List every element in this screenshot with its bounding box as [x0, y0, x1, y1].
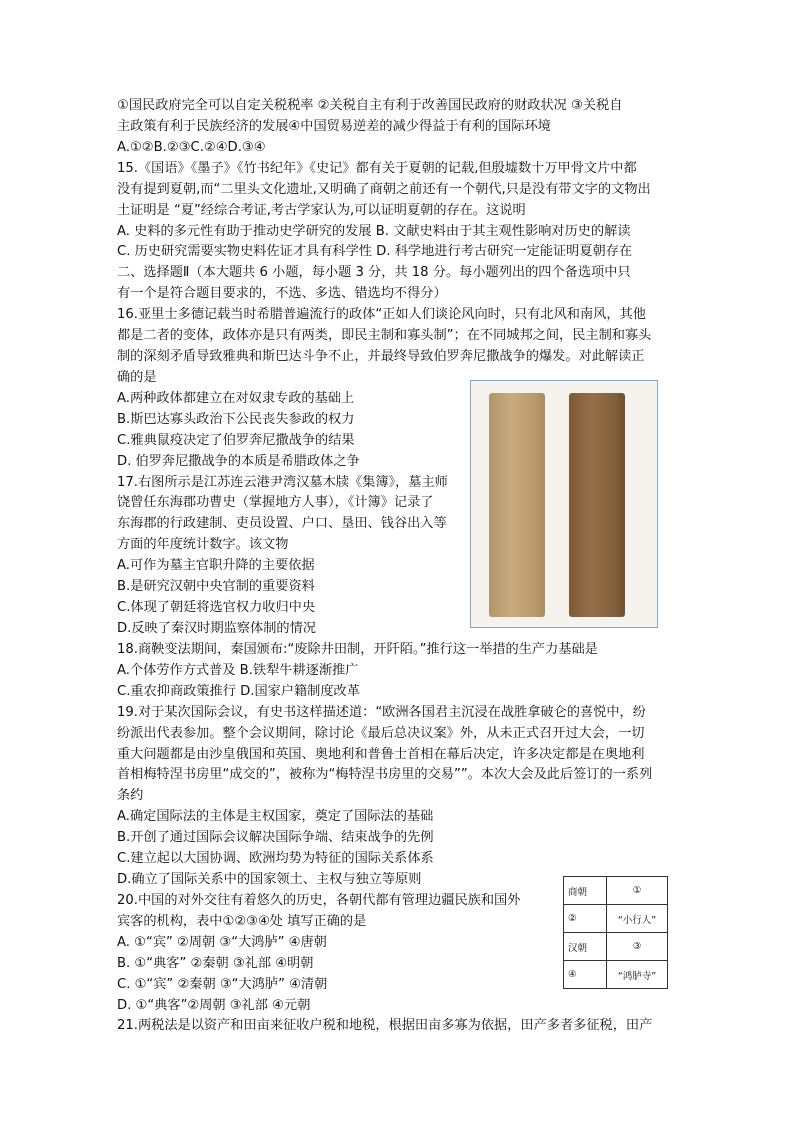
text-line: 饶曾任东海郡功曹史（掌握地方人事），《计簿》记录了: [117, 495, 434, 511]
text-line: B. ①“典客” ②秦朝 ③礼部 ④明朝: [117, 955, 314, 971]
wooden-slip-left: [489, 393, 545, 617]
text-line: A.可作为墓主官职升降的主要依据: [117, 558, 315, 574]
text-line: 首相梅特涅书房里“成交的”，被称为“梅特涅书房里的交易””。本次大会及此后签订的一系列: [117, 767, 653, 783]
text-line: 东海郡的行政建制、吏员设置、户口、垦田、钱谷出入等: [117, 516, 447, 532]
text-line: 方面的年度统计数字。该文物: [117, 537, 289, 553]
institution-table: [563, 876, 668, 989]
text-line: 都是二者的变体，政体亦是只有两类，即民主制和寡头制”；在不同城邦之间，民主制和寡头: [117, 328, 652, 344]
text-line: 二、选择题Ⅱ（本大题共 6 小题，每小题 3 分，共 18 分。每小题列出的四个备选项中只: [117, 265, 631, 281]
text-line: A. 史料的多元性有助于推动史学研究的发展 B. 文献史料由于其主观性影响对历史的解读: [117, 223, 631, 239]
text-line: D.反映了秦汉时期监察体制的情况: [117, 621, 316, 636]
text-line: 条约: [117, 788, 144, 804]
text-line: 16.亚里士多德记载当时希腊普遍流行的政体“正如人们谈论风向时，只有北风和南风，其他: [117, 307, 646, 323]
text-line: B.开创了通过国际会议解决国际争端、结束战争的先例: [117, 830, 434, 846]
text-line: C.雅典鼠疫决定了伯罗奔尼撒战争的结果: [117, 432, 355, 448]
text-line: A.确定国际法的主体是主权国家，奠定了国际法的基础: [117, 809, 434, 825]
table-cell: 商朝: [564, 877, 607, 905]
table-cell: 汉朝: [564, 933, 607, 961]
text-line: 19.对于某次国际会议，有史书这样描述道：“欧洲各国君主沉浸在战胜拿破仑的喜悦中，纷: [117, 704, 646, 720]
text-line: 没有提到夏朝,而“二里头文化遗址,又明确了商朝之前还有一个朝代,只是没有带文字的文物出: [117, 181, 651, 197]
text-line: A.两种政体都建立在对奴隶专政的基础上: [117, 390, 355, 406]
wooden-slip-right: [569, 393, 625, 617]
table-cell: ②: [564, 905, 607, 933]
text-line: A.①②B.②③C.②④D.③④: [117, 139, 266, 155]
text-line: 重大问题都是由沙皇俄国和英国、奥地利和普鲁士首相在幕后决定，许多决定都是在奥地利: [117, 746, 645, 762]
text-line: D.确立了国际关系中的国家领土、主权与独立等原则: [117, 872, 422, 888]
text-line: 确的是: [117, 369, 157, 385]
text-line: ①国民政府完全可以自定关税税率 ②关税自主有利于改善国民政府的财政状况 ③关税自: [117, 98, 623, 113]
text-line: C.体现了朝廷将选官权力收归中央: [117, 600, 316, 616]
text-line: B.斯巴达寡头政治下公民丧失参政的权力: [117, 411, 355, 427]
table-cell: “鸿胪寺”: [607, 961, 668, 989]
table-row: [564, 877, 668, 905]
text-line: 制的深刻矛盾导致雅典和斯巴达斗争不止，并最终导致伯罗奔尼撒战争的爆发。对此解读正: [117, 349, 645, 365]
text-line: 宾客的机构，表中①②③④处 填写正确的是: [117, 913, 367, 929]
text-line: 主政策有利于民族经济的发展④中国贸易逆差的减少得益于有利的国际环境: [117, 118, 551, 134]
text-line: D. ①“典客”②周朝 ③礼部 ④元朝: [117, 997, 311, 1013]
text-line: 15.《国语》《墨子》《竹书纪年》《史记》都有关于夏朝的记载,但殷墟数十万甲骨文片中都: [117, 160, 637, 176]
text-line: C.建立起以大国协调、欧洲均势为特征的国际关系体系: [117, 851, 434, 867]
text-line: 18.商鞅变法期间，秦国颁布:“废除井田制，开阡陌。”推行这一举措的生产力基础是: [117, 641, 598, 657]
text-line: 纷派出代表参加。整个会议期间，除讨论《最后总决议案》外，从未正式召开过大会，一切: [117, 725, 645, 741]
text-line: B.是研究汉朝中央官制的重要资料: [117, 579, 315, 595]
table-cell: ③: [607, 933, 668, 961]
text-line: C.重农抑商政策推行 D.国家户籍制度改革: [117, 683, 360, 699]
text-line: 21.两税法是以资产和田亩来征收户税和地税，根据田亩多寡为依据，田产多者多征税，田产: [117, 1018, 653, 1034]
text-line: 20.中国的对外交往有着悠久的历史，各朝代都有管理边疆民族和国外: [117, 892, 521, 908]
table-row: [564, 961, 668, 989]
table-cell: ①: [607, 877, 668, 905]
table-row: [564, 933, 668, 961]
text-line: 土证明是 “夏”经综合考证,考古学家认为,可以证明夏朝的存在。这说明: [117, 202, 526, 218]
text-line: C. ①“宾” ②秦朝 ③“大鸿胪” ④清朝: [117, 976, 328, 992]
wooden-slips-photo: [470, 380, 658, 628]
text-line: 17.右图所示是江苏连云港尹湾汉墓木牍《集簿》，墓主师: [117, 474, 448, 490]
text-line: C. 历史研究需要实物史料佐证才具有科学性 D. 科学地进行考古研究一定能证明夏朝存在: [117, 244, 633, 260]
text-line: A. ①“宾” ②周朝 ③“大鸿胪” ④唐朝: [117, 934, 327, 950]
text-line: D. 伯罗奔尼撒战争的本质是希腊政体之争: [117, 453, 360, 469]
table-cell: “小行人”: [607, 905, 668, 933]
table-cell: ④: [564, 961, 607, 989]
text-line: 有一个是符合题目要求的，不选、多选、错选均不得分）: [117, 286, 447, 302]
text-line: A.个体劳作方式普及 B.铁犁牛耕逐渐推广: [117, 662, 359, 678]
table-row: [564, 905, 668, 933]
